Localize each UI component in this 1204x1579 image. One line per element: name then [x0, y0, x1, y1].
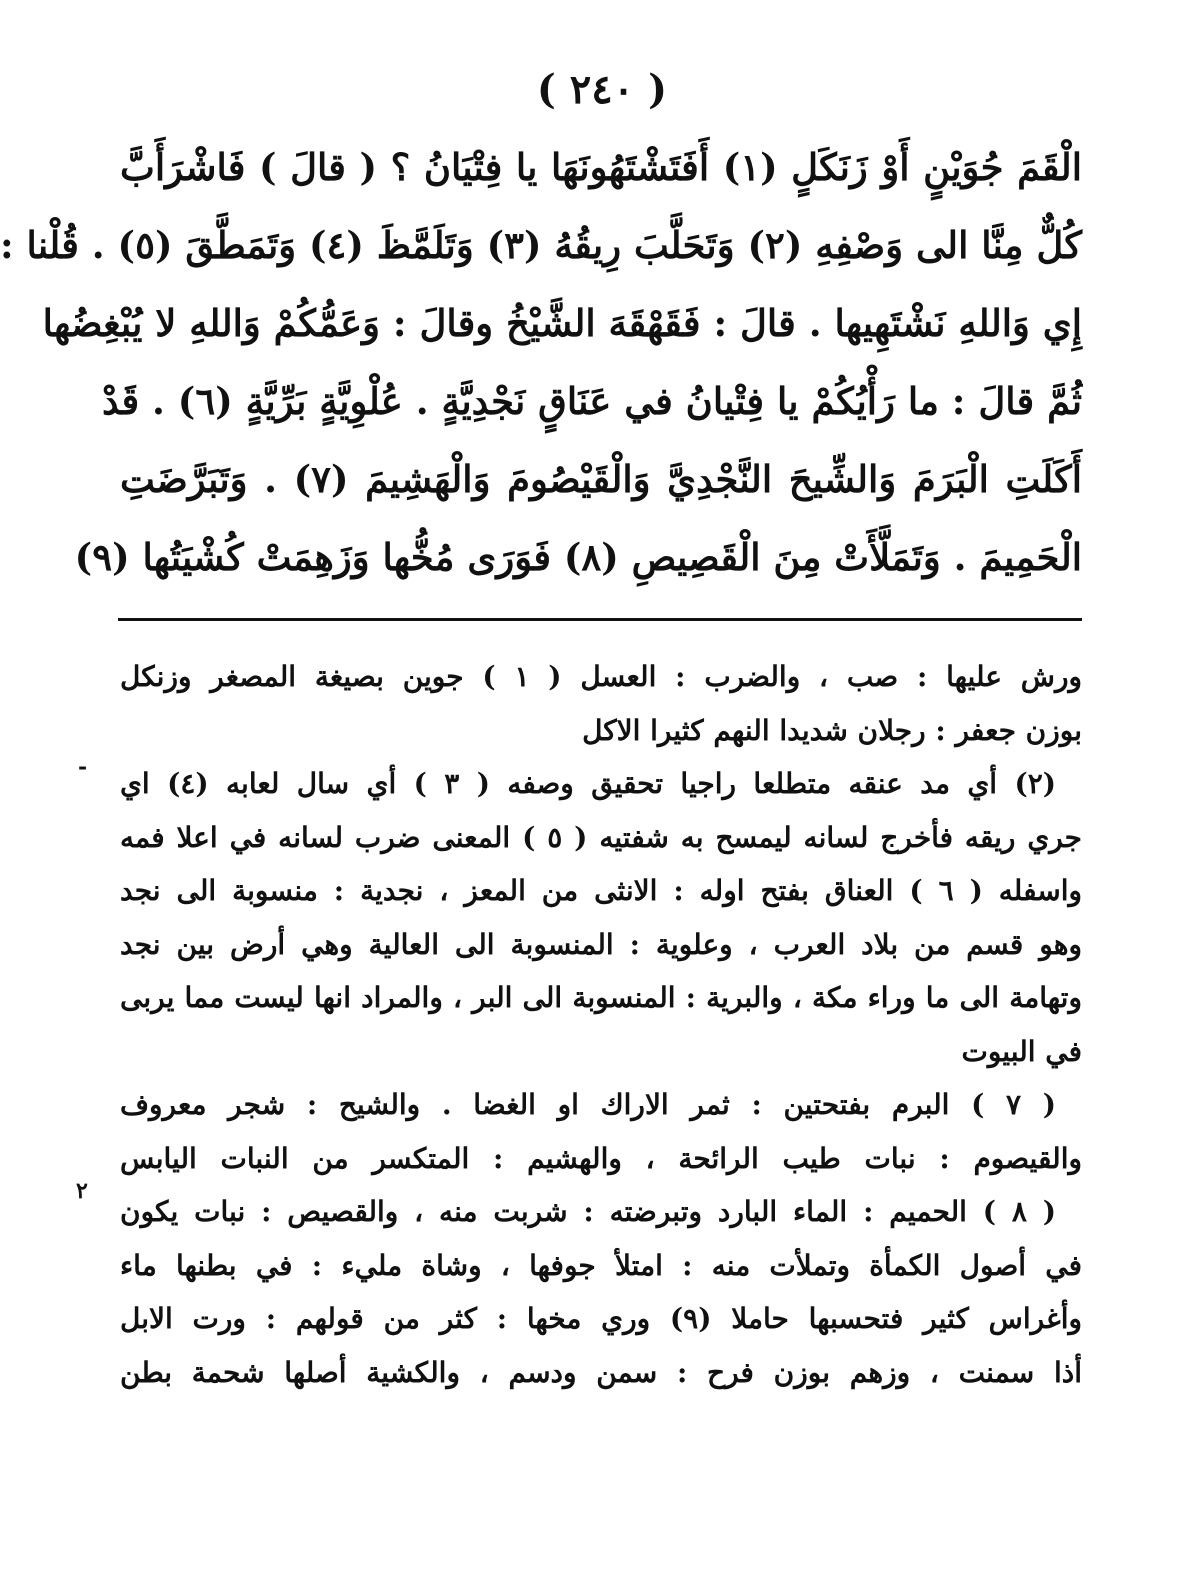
- footnote-line: وأغراس كثير فتحسبها حاملا (٩) وري مخها : كثر من قولهم : ورت الابل: [120, 1302, 1082, 1335]
- margin-dash-mark: -: [78, 754, 88, 780]
- main-text-line: أَكَلَتِ الْبَرَمَ وَالشِّيحَ النَّجْدِيَّ وَالْقَيْصُومَ وَالْهَشِيمَ (٧) . وَتَبَرَّضَتِ: [120, 457, 1082, 501]
- main-text-line: الْقَمَ جُوَيْنٍ أَوْ زَنَكَلٍ (١) أَفَتَشْتَهُونَهَا يا فِتْيَانُ ؟ ( قالَ ) فَاشْرَأَبَّ: [120, 145, 1082, 189]
- footnotes-block: [120, 650, 1082, 1399]
- footnote-line: في أصول الكمأة وتملأت منه : امتلأ جوفها ، وشاة مليء : في بطنها ماء: [120, 1248, 1082, 1282]
- main-text-line: إِي وَاللهِ نَشْتَهِيها . قالَ : فَقَهْقَهَ الشَّيْخُ وقالَ : وَعَمُّكُمْ وَاللهِ لا يُبْغِضُها: [42, 301, 1082, 345]
- footnote-divider: [118, 618, 1082, 621]
- main-text-line: ثُمَّ قالَ : ما رَأْيُكُمْ يا فِتْيانُ في عَنَاقٍ نَجْدِيَّةٍ . عُلْوِيَّةٍ بَرِّيَّةٍ (٦) . قَدْ: [102, 379, 1082, 423]
- footnote-line: ورش عليها : صب ، والضرب : العسل ( ١ ) جوين بصيغة المصغر وزنكل: [120, 660, 1083, 693]
- main-text-line: كُلٌّ مِنَّا الى وَصْفِهِ (٢) وَتَحَلَّبَ رِيقُهُ (٣) وَتَلَمَّظَ (٤) وَتَمَطَّقَ (٥) . قُلْنا :: [0, 223, 1082, 267]
- main-text-line: الْحَمِيمَ . وَتَمَلَّأَتْ مِنَ الْقَصِيصِ (٨) فَوَرَى مُخُّها وَزَهِمَتْ كُشْيَتُها (٩): [74, 535, 1082, 579]
- main-text-block: [0, 128, 1082, 596]
- margin-number-mark: ٢: [76, 1178, 88, 1204]
- footnote-line: بوزن جعفر : رجلان شديدا النهم كثيرا الاكل: [582, 713, 1082, 747]
- footnote-line: واسفله ( ٦ ) العناق بفتح اوله : الانثى من المعز ، نجدية : منسوبة الى نجد: [120, 874, 1082, 907]
- footnote-line: أذا سمنت ، وزهم بوزن فرح : سمن ودسم ، والكشية أصلها شحمة بطن: [120, 1355, 1082, 1389]
- footnote-line: ( ٨ ) الحميم : الماء البارد وتبرضته : شربت منه ، والقصيص : نبات يكون: [120, 1195, 1057, 1228]
- footnote-line: في البيوت: [961, 1034, 1082, 1068]
- footnote-line: وهو قسم من بلاد العرب ، وعلوية : المنسوبة الى العالية وهي أرض بين نجد: [120, 927, 1082, 961]
- footnote-line: ( ٧ ) البرم بفتحتين : ثمر الاراك او الغضا . والشيح : شجر معروف: [120, 1088, 1056, 1121]
- page-number: ( ٢٤٠ ): [536, 66, 668, 113]
- footnote-line: جري ريقه فأخرج لسانه ليمسح به شفتيه ( ٥ ) المعنى ضرب لسانه في اعلا فمه: [120, 820, 1082, 854]
- footnote-line: وتهامة الى ما وراء مكة ، والبرية : المنسوبة الى البر ، والمراد انها ليست مما يربى: [120, 981, 1082, 1014]
- footnote-line: (٢) أي مد عنقه متطلعا راجيا تحقيق وصفه ( ٣ ) أي سال لعابه (٤) اي: [120, 767, 1056, 800]
- footnote-line: والقيصوم : نبات طيب الرائحة ، والهشيم : المتكسر من النبات اليابس: [120, 1141, 1082, 1175]
